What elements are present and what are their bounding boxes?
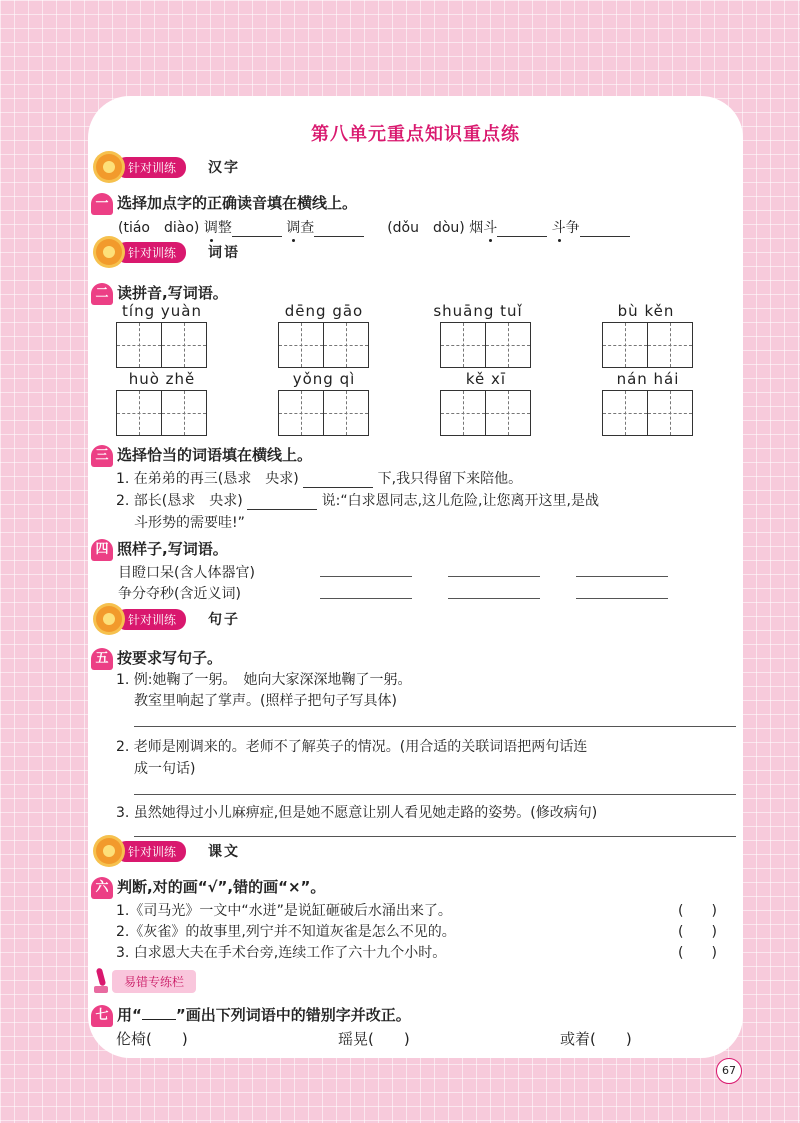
q5-s2b: 成一句话) [134, 761, 196, 777]
q6-item: 1.《司马光》一文中“水迸”是说缸砸破后水涌出来了。 [116, 903, 452, 919]
q3-prompt: 选择恰当的词语填在横线上。 [117, 446, 313, 464]
writing-grid[interactable] [278, 322, 369, 368]
answer-line[interactable] [576, 576, 668, 577]
category-hanzi: 汉字 [208, 160, 241, 176]
q6-item: 3. 白求恩大夫在手术台旁,连续工作了六十九个小时。 [116, 945, 447, 961]
q4-number: 四 [91, 539, 113, 561]
pinyin-label: dēng gāo [284, 302, 364, 320]
q1-options-1: (tiáo diào) [118, 220, 200, 236]
q5-heading [91, 647, 222, 670]
answer-line[interactable] [576, 598, 668, 599]
q2-prompt: 读拼音,写词语。 [117, 284, 228, 302]
dotted-char: 调 [286, 220, 301, 236]
q3-text: 说:“白求恩同志,这儿危险,让您离开这里,是战 [321, 493, 599, 509]
answer-blank[interactable] [497, 236, 547, 237]
pinyin-label: huò zhě [128, 370, 196, 388]
pinyin-label: yǒng qì [292, 370, 356, 388]
q4-example-1: 目瞪口呆(含人体器官) [118, 565, 255, 581]
category-juzi: 句子 [208, 612, 241, 628]
judgement-box[interactable]: ( ) [678, 945, 717, 961]
q4-example-2: 争分夺秒(含近义词) [118, 586, 241, 602]
dotted-char: 调 [203, 220, 218, 236]
error-practice-header [92, 968, 196, 994]
pinyin-label: bù kěn [617, 302, 675, 320]
section-badge-juzi [96, 606, 240, 632]
pinyin-label: shuāng tuǐ [433, 302, 523, 320]
q5-number: 五 [91, 648, 113, 670]
page-title: 第八单元重点知识重点练 [311, 124, 520, 145]
q4-heading [91, 538, 228, 561]
q1-options-2: (dǒu dòu) [387, 220, 465, 236]
answer-blank[interactable] [303, 487, 373, 488]
q7-number: 七 [91, 1005, 113, 1027]
q1-heading [91, 192, 357, 215]
answer-line[interactable] [320, 598, 412, 599]
q5-s1b: 教室里响起了掌声。(照样子把句子写具体) [134, 693, 397, 709]
answer-line[interactable] [134, 836, 736, 837]
writing-grid[interactable] [278, 390, 369, 436]
sun-icon [96, 606, 122, 632]
answer-line[interactable] [448, 598, 540, 599]
writing-grid[interactable] [116, 322, 207, 368]
q5-s3: 3. 虽然她得过小儿麻痹症,但是她不愿意让别人看见她走路的姿势。(修改病句) [116, 805, 598, 821]
q5-s1a: 1. 例:她鞠了一躬。 她向大家深深地鞠了一躬。 [116, 672, 412, 688]
word-char: 烟 [469, 220, 484, 236]
badge-label: 针对训练 [116, 242, 186, 263]
badge-label: 针对训练 [116, 157, 186, 178]
judgement-box[interactable]: ( ) [678, 903, 717, 919]
dotted-char: 斗 [483, 220, 498, 236]
answer-blank[interactable] [232, 236, 282, 237]
pinyin-label: nán hái [616, 370, 680, 388]
badge-label: 针对训练 [116, 609, 186, 630]
writing-grid[interactable] [602, 322, 693, 368]
q5-s2a: 2. 老师是刚调来的。老师不了解英子的情况。(用合适的关联词语把两句话连 [116, 739, 588, 755]
q6-heading [91, 876, 325, 899]
dotted-char: 斗 [551, 220, 566, 236]
answer-line[interactable] [134, 794, 736, 795]
underline-sample [142, 1005, 176, 1020]
writing-grid[interactable] [440, 390, 531, 436]
q7-prompt: ”画出下列词语中的错别字并改正。 [175, 1006, 411, 1024]
q3-line-1 [116, 468, 522, 488]
section-badge-ciyu [96, 239, 240, 265]
pinyin-label: tíng yuàn [122, 302, 202, 320]
q3-line-2 [116, 490, 599, 510]
q7-prompt: 用“ [117, 1006, 142, 1024]
q6-item: 2.《灰雀》的故事里,列宁并不知道灰雀是怎么不见的。 [116, 924, 456, 940]
q3-number: 三 [91, 445, 113, 467]
answer-line[interactable] [448, 576, 540, 577]
category-ciyu: 词语 [208, 245, 241, 261]
category-kewen: 课文 [208, 844, 241, 860]
writing-grid[interactable] [440, 322, 531, 368]
q4-prompt: 照样子,写词语。 [117, 540, 228, 558]
word-char: 争 [565, 220, 580, 236]
q3-line-3: 斗形势的需要哇!” [134, 515, 245, 531]
q7-heading [91, 1004, 411, 1027]
worksheet-sheet [88, 96, 743, 1058]
q6-prompt: 判断,对的画“√”,错的画“×”。 [117, 878, 326, 896]
answer-line[interactable] [134, 726, 736, 727]
q3-text: 2. 部长(恳求 央求) [116, 493, 243, 509]
sun-icon [96, 838, 122, 864]
answer-line[interactable] [320, 576, 412, 577]
q5-prompt: 按要求写句子。 [117, 649, 223, 667]
q7-word[interactable]: 瑶晃( ) [338, 1030, 410, 1048]
q7-word[interactable]: 或着( ) [560, 1030, 632, 1048]
answer-blank[interactable] [247, 509, 317, 510]
sun-icon [96, 154, 122, 180]
q2-number: 二 [91, 283, 113, 305]
pinyin-label: kě xī [465, 370, 507, 388]
writing-grid[interactable] [602, 390, 693, 436]
answer-blank[interactable] [580, 236, 630, 237]
q1-number: 一 [91, 193, 113, 215]
judgement-box[interactable]: ( ) [678, 924, 717, 940]
q1-line [118, 217, 630, 237]
section-badge-kewen [96, 838, 240, 864]
q7-word[interactable]: 伦椅( ) [116, 1030, 188, 1048]
word-char: 查 [300, 220, 315, 236]
section-badge-hanzi [96, 154, 240, 180]
q3-text: 下,我只得留下来陪他。 [377, 471, 523, 487]
error-practice-label: 易错专练栏 [112, 970, 196, 993]
q6-number: 六 [91, 877, 113, 899]
word-char: 整 [217, 220, 232, 236]
writing-grid[interactable] [116, 390, 207, 436]
page-number: 67 [716, 1058, 742, 1084]
badge-label: 针对训练 [116, 841, 186, 862]
answer-blank[interactable] [314, 236, 364, 237]
sun-icon [96, 239, 122, 265]
brush-icon [92, 968, 110, 994]
q3-heading [91, 444, 312, 467]
q1-prompt: 选择加点字的正确读音填在横线上。 [117, 194, 358, 212]
q3-text: 1. 在弟弟的再三(恳求 央求) [116, 471, 299, 487]
